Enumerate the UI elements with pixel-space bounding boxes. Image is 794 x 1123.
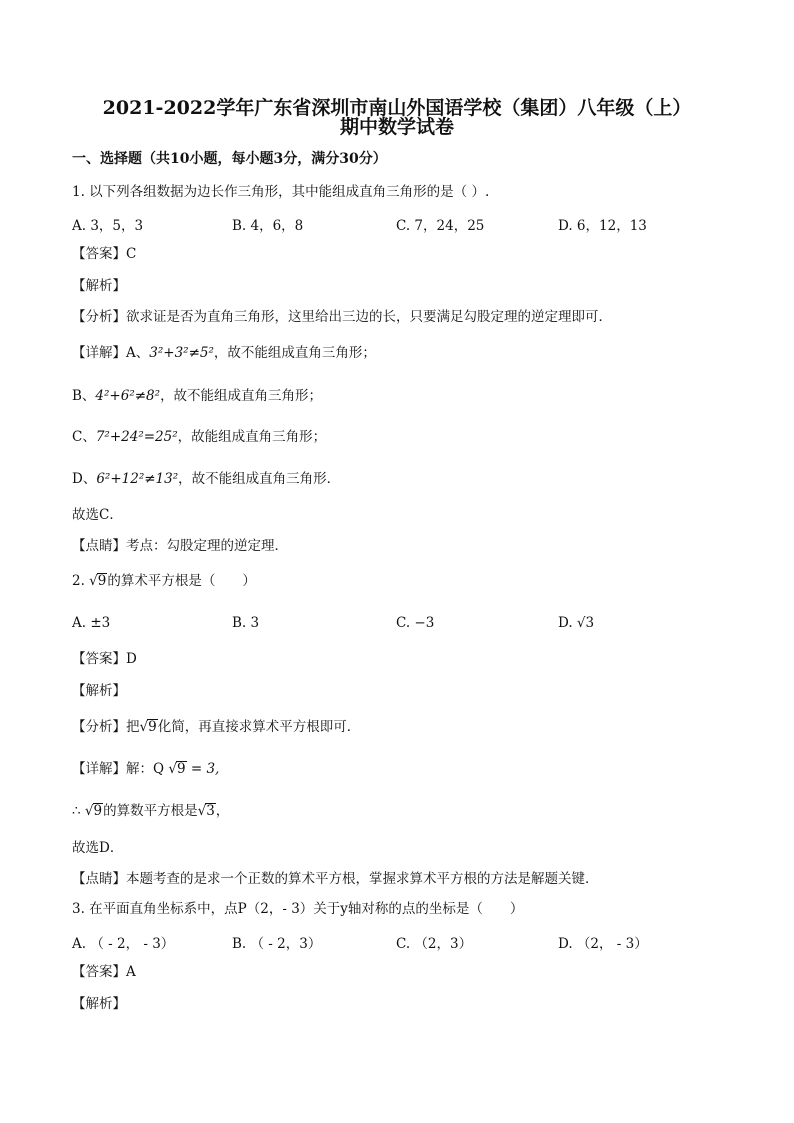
q1-detail-d bbox=[72, 470, 340, 488]
q2-option-b: B. 3 bbox=[232, 615, 260, 631]
q1-detail-prefix: 【详解】A、 bbox=[72, 345, 150, 361]
q1-choose: 故选C． bbox=[72, 507, 123, 523]
q1-c-prefix: C、 bbox=[72, 429, 96, 445]
q1-analysis-label: 【解析】 bbox=[72, 278, 126, 294]
q2-therefore-tail: ， bbox=[215, 803, 230, 819]
q2-dianjing: 【点睛】本题考查的是求一个正数的算术平方根，掌握求算术平方根的方法是解题关键． bbox=[72, 871, 599, 887]
q1-d-tail: ，故不能组成直角三角形． bbox=[178, 471, 341, 487]
sqrt-icon: √ bbox=[168, 761, 177, 777]
q2-therefore-prefix: ∴ bbox=[72, 803, 85, 819]
q1-d-prefix: D、 bbox=[72, 471, 97, 487]
q3-options bbox=[72, 932, 672, 950]
q1-detail-a-math: 3²+3²≠5² bbox=[149, 345, 214, 361]
q2-option-d: D. √3 bbox=[558, 615, 595, 631]
q2-stem bbox=[72, 572, 256, 590]
q3-answer: 【答案】A bbox=[72, 964, 136, 980]
q1-b-math: 4²+6²≠8² bbox=[95, 388, 161, 404]
q2-fenxi bbox=[72, 718, 360, 736]
q2-stem-radicand: 9 bbox=[97, 573, 107, 589]
q1-option-d: D. 6，12，13 bbox=[558, 218, 647, 234]
exam-title-line1: 2021-2022学年广东省深圳市南山外国语学校（集团）八年级（上） bbox=[102, 97, 692, 119]
q3-option-d: D. （2， - 3） bbox=[558, 936, 648, 952]
sqrt-icon: √ bbox=[89, 573, 98, 589]
q1-c-math: 7²+24²=25² bbox=[95, 429, 178, 445]
q1-b-prefix: B、 bbox=[72, 388, 96, 404]
q2-analysis-label: 【解析】 bbox=[72, 683, 126, 699]
q1-answer: 【答案】C bbox=[72, 246, 137, 262]
q2-stem-tail: 的算术平方根是（ ） bbox=[107, 573, 256, 589]
q2-fenxi-tail: 化简，再直接求算术平方根即可． bbox=[157, 719, 361, 735]
q2-fenxi-radicand: 9 bbox=[148, 719, 157, 735]
q3-analysis-label: 【解析】 bbox=[72, 996, 126, 1012]
q2-stem-prefix: 2. bbox=[72, 573, 90, 589]
q2-therefore bbox=[72, 802, 229, 820]
q2-choose: 故选D． bbox=[72, 840, 124, 856]
q2-detail-tail: = 3, bbox=[186, 761, 220, 777]
q1-fenxi: 【分析】欲求证是否为直角三角形，这里给出三边的长，只要满足勾股定理的逆定理即可． bbox=[72, 309, 612, 325]
q3-stem: 3. 在平面直角坐标系中，点P（2，- 3）关于y轴对称的点的坐标是（ ） bbox=[72, 901, 524, 917]
q2-detail-radicand: 9 bbox=[176, 761, 186, 777]
q2-answer: 【答案】D bbox=[72, 651, 137, 667]
q1-d-math: 6²+12²≠13² bbox=[96, 471, 179, 487]
sqrt-icon: √ bbox=[197, 803, 207, 819]
exam-title-line2: 期中数学试卷 bbox=[339, 116, 454, 138]
q1-detail-a-tail: ，故不能组成直角三角形； bbox=[213, 345, 376, 361]
q1-option-a: A. 3，5，3 bbox=[72, 218, 144, 234]
q1-options bbox=[72, 214, 672, 232]
q3-option-a: A. （ - 2， - 3） bbox=[72, 936, 175, 952]
q2-fenxi-prefix: 【分析】把 bbox=[72, 719, 140, 735]
q2-therefore-radicand: 9 bbox=[93, 803, 103, 819]
q2-option-a: A. ±3 bbox=[72, 615, 111, 631]
sqrt-icon: √ bbox=[139, 719, 149, 735]
q1-stem: 1. 以下列各组数据为边长作三角形，其中能组成直角三角形的是（ ）. bbox=[72, 184, 490, 200]
q1-dianjing: 【点睛】考点：勾股定理的逆定理． bbox=[72, 538, 288, 554]
q2-detail-prefix: 【详解】解：Q bbox=[72, 761, 169, 777]
q1-option-b: B. 4，6，8 bbox=[232, 218, 304, 234]
q1-c-tail: ，故能组成直角三角形； bbox=[177, 429, 327, 445]
sqrt-icon: √ bbox=[84, 803, 94, 819]
q1-detail-b bbox=[72, 387, 322, 405]
q1-detail-c bbox=[72, 428, 326, 446]
q3-option-b: B. （ - 2，3） bbox=[232, 936, 322, 952]
q2-therefore-radicand2: 3 bbox=[206, 803, 215, 819]
q1-b-tail: ，故不能组成直角三角形； bbox=[160, 388, 323, 404]
q3-option-c: C. （2，3） bbox=[396, 936, 473, 952]
q1-detail-a bbox=[72, 344, 376, 362]
q1-option-c: C. 7，24，25 bbox=[396, 218, 485, 234]
q2-options bbox=[72, 615, 672, 633]
section-heading: 一、选择题（共10小题，每小题3分，满分30分） bbox=[72, 151, 387, 167]
q2-detail bbox=[72, 760, 219, 778]
q2-therefore-mid: 的算数平方根是 bbox=[103, 803, 198, 819]
q2-option-c: C. −3 bbox=[396, 615, 435, 631]
